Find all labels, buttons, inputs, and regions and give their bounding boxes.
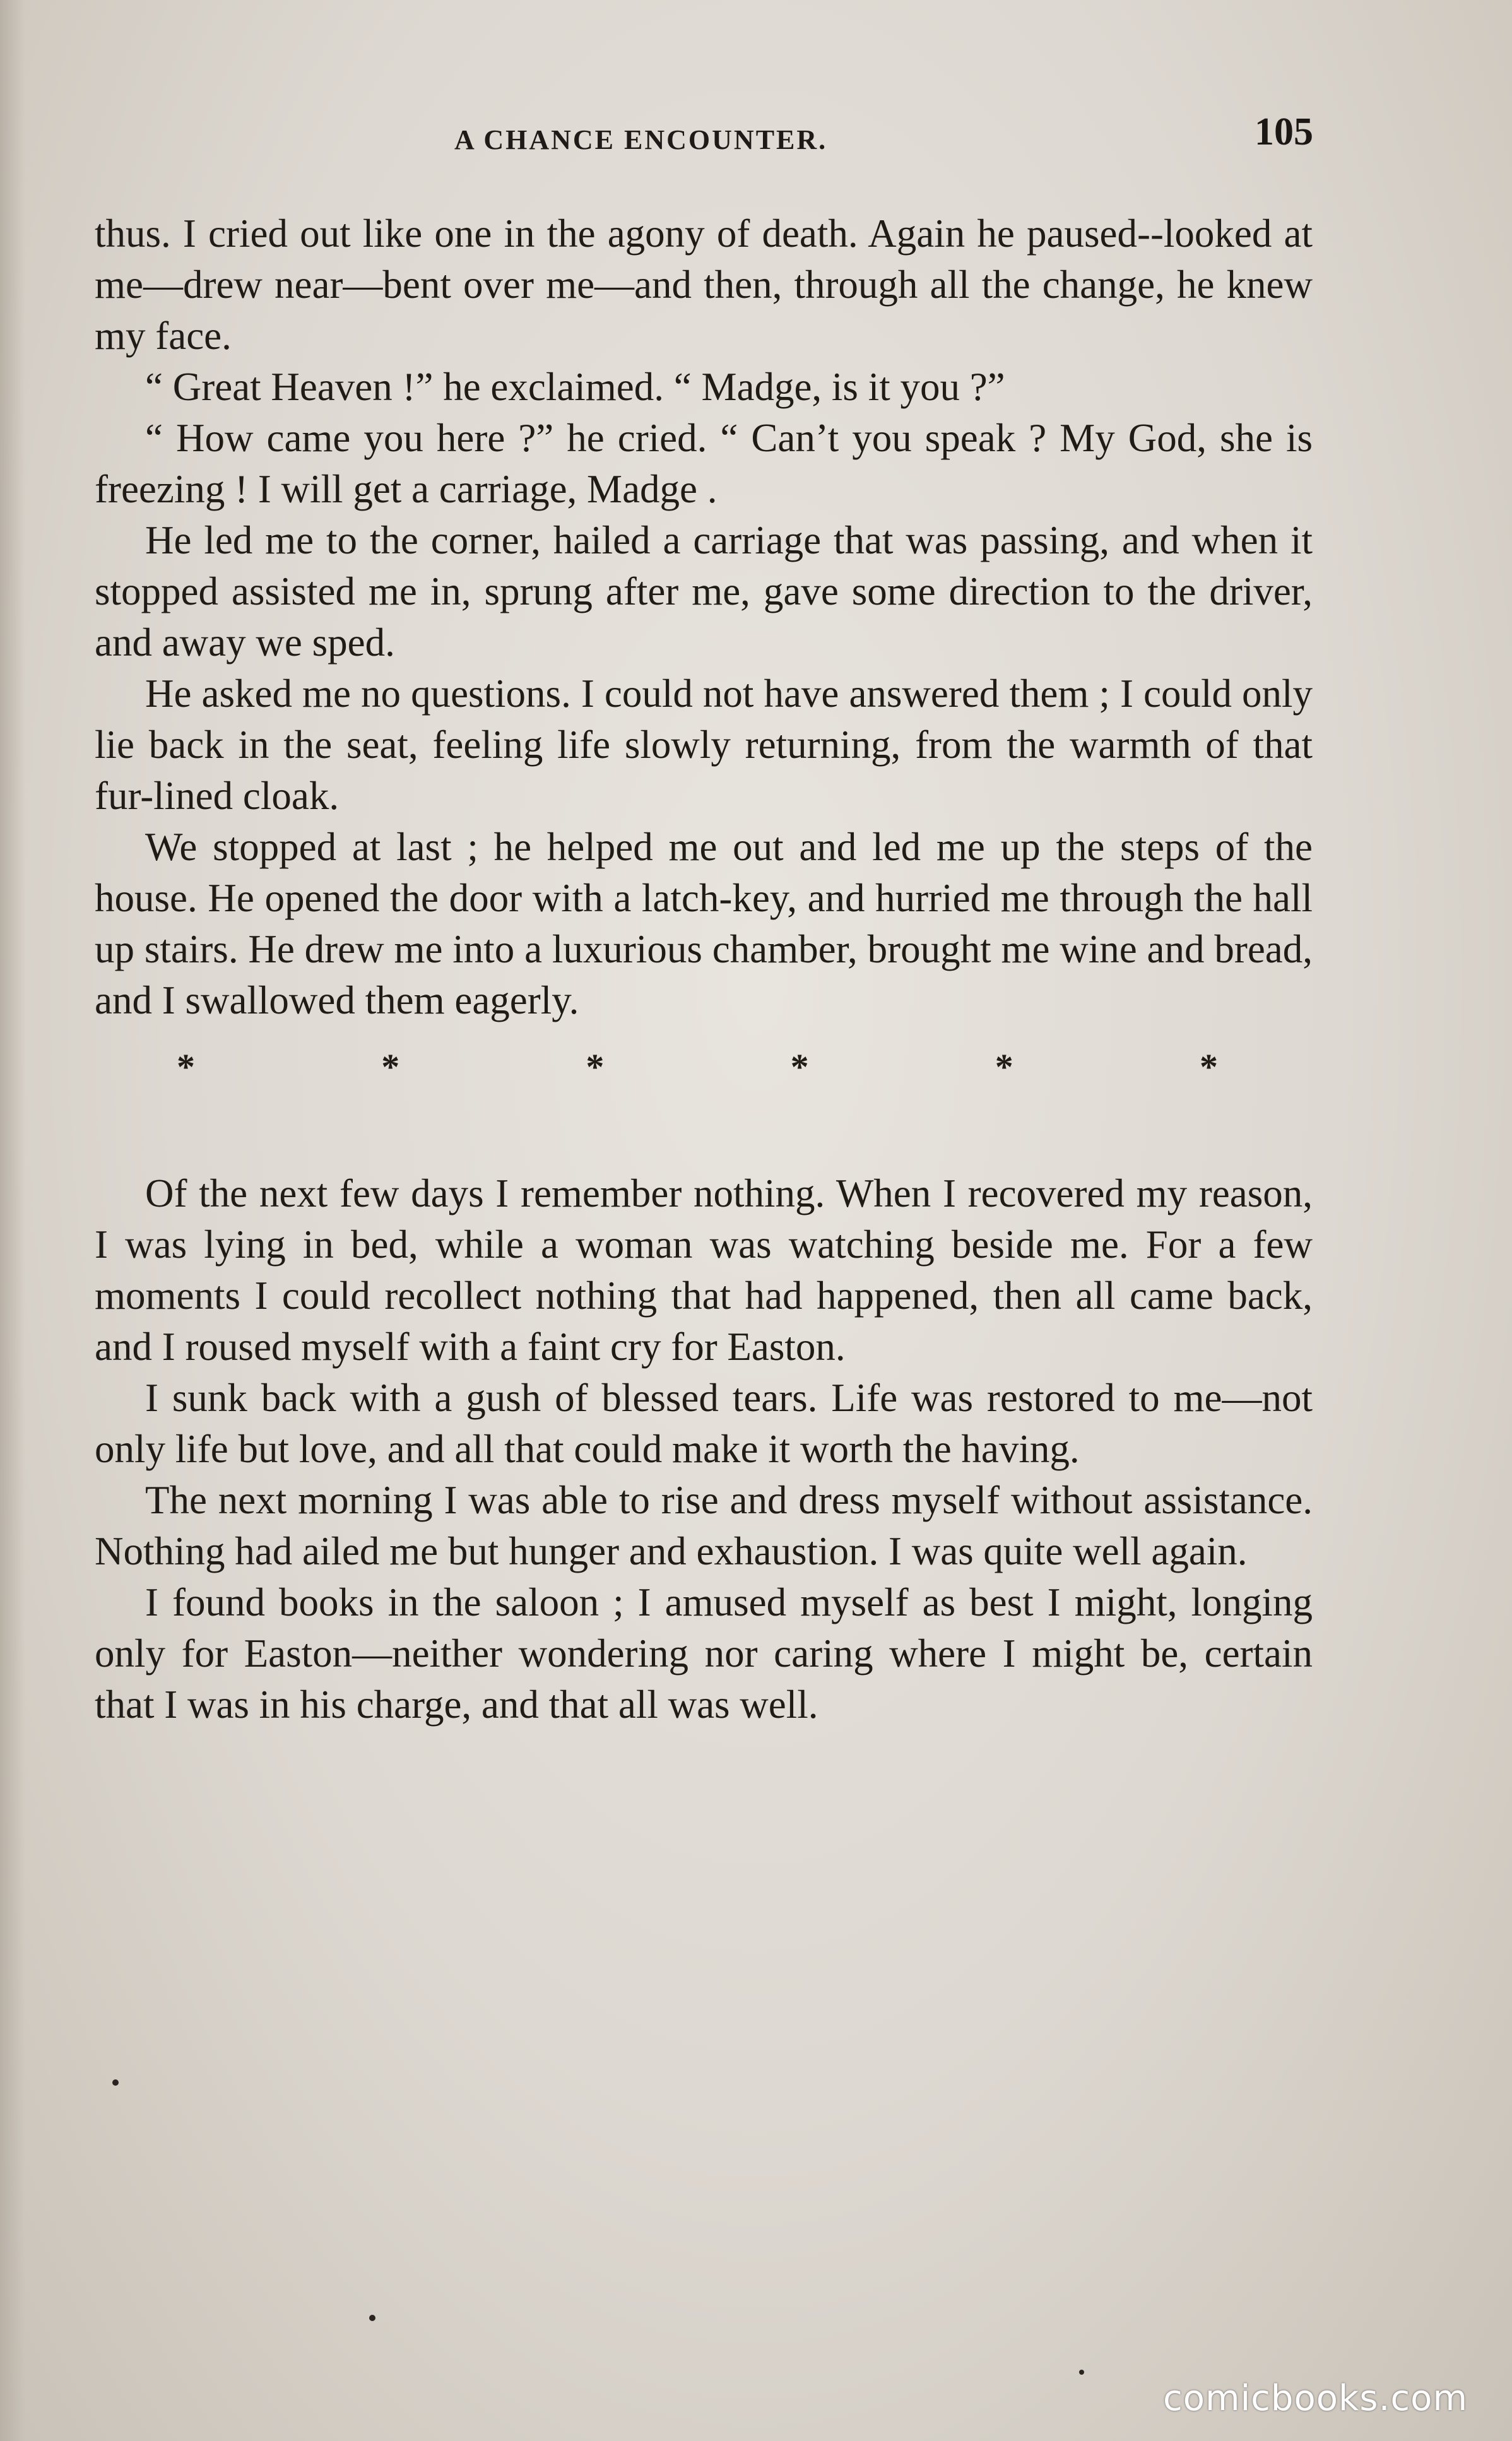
asterisk: * [995, 1046, 1013, 1087]
page-edge-shadow [0, 0, 25, 2441]
paragraph: “ Great Heaven !” he exclaimed. “ Madge, is it you ?” [145, 365, 1005, 409]
section-break [95, 1041, 1313, 1092]
ink-speck [1079, 2370, 1084, 2375]
site-watermark: comicbooks.com [1162, 2378, 1468, 2419]
paragraph: I found books in the saloon ; I amused myself as best I might, longing only for Easton—neither wondering nor caring where I might be, certain that I was in his charge, and that all was well. [95, 1580, 1313, 1727]
paragraph: The next morning I was able to rise and dress myself without assistance. Nothing had ailed me but hunger and exhaustion. I was quite well again. [95, 1478, 1313, 1573]
asterisk: * [1199, 1046, 1218, 1087]
paragraph: We stopped at last ; he helped me out and led me up the steps of the house. He opened the door with a latch-key, and hurried me through the hall up stairs. He drew me into a luxurious chamber, brought me wine and bread, and I swallowed them eagerly. [95, 825, 1313, 1022]
paragraph: He led me to the corner, hailed a carriage that was passing, and when it stopped assisted me in, sprung after me, gave some direction to the driver, and away we sped. [95, 518, 1313, 665]
paragraph: “ How came you here ?” he cried. “ Can’t you speak ? My God, she is freezing ! I will get a carriage, Madge . [95, 416, 1313, 511]
paragraph: He asked me no questions. I could not have answered them ; I could only lie back in the seat, feeling life slowly returning, from the warmth of that fur-lined cloak. [95, 671, 1313, 818]
ink-speck [112, 2079, 119, 2086]
asterisk: * [790, 1046, 809, 1087]
ink-speck [369, 2315, 375, 2321]
paragraph: I sunk back with a gush of blessed tears. Life was restored to me—not only life but love, and all that could make it worth the having. [95, 1376, 1313, 1471]
paragraph: thus. I cried out like one in the agony of death. Again he paused--looked at me—drew near—bent over me—and then, through all the change, he knew my face. [95, 211, 1313, 358]
page-number: 105 [1255, 110, 1313, 153]
asterisk: * [177, 1046, 195, 1087]
asterisk: * [586, 1046, 605, 1087]
asterisk: * [381, 1046, 400, 1087]
page-header [95, 107, 1313, 164]
paragraph: Of the next few days I remember nothing. When I recovered my reason, I was lying in bed, while a woman was watching beside me. For a few moments I could recollect nothing that had happened, then all came back, and I roused myself with a faint cry for Easton. [95, 1171, 1313, 1369]
running-title: A CHANCE ENCOUNTER. [454, 124, 828, 155]
body-text [95, 208, 1313, 1730]
